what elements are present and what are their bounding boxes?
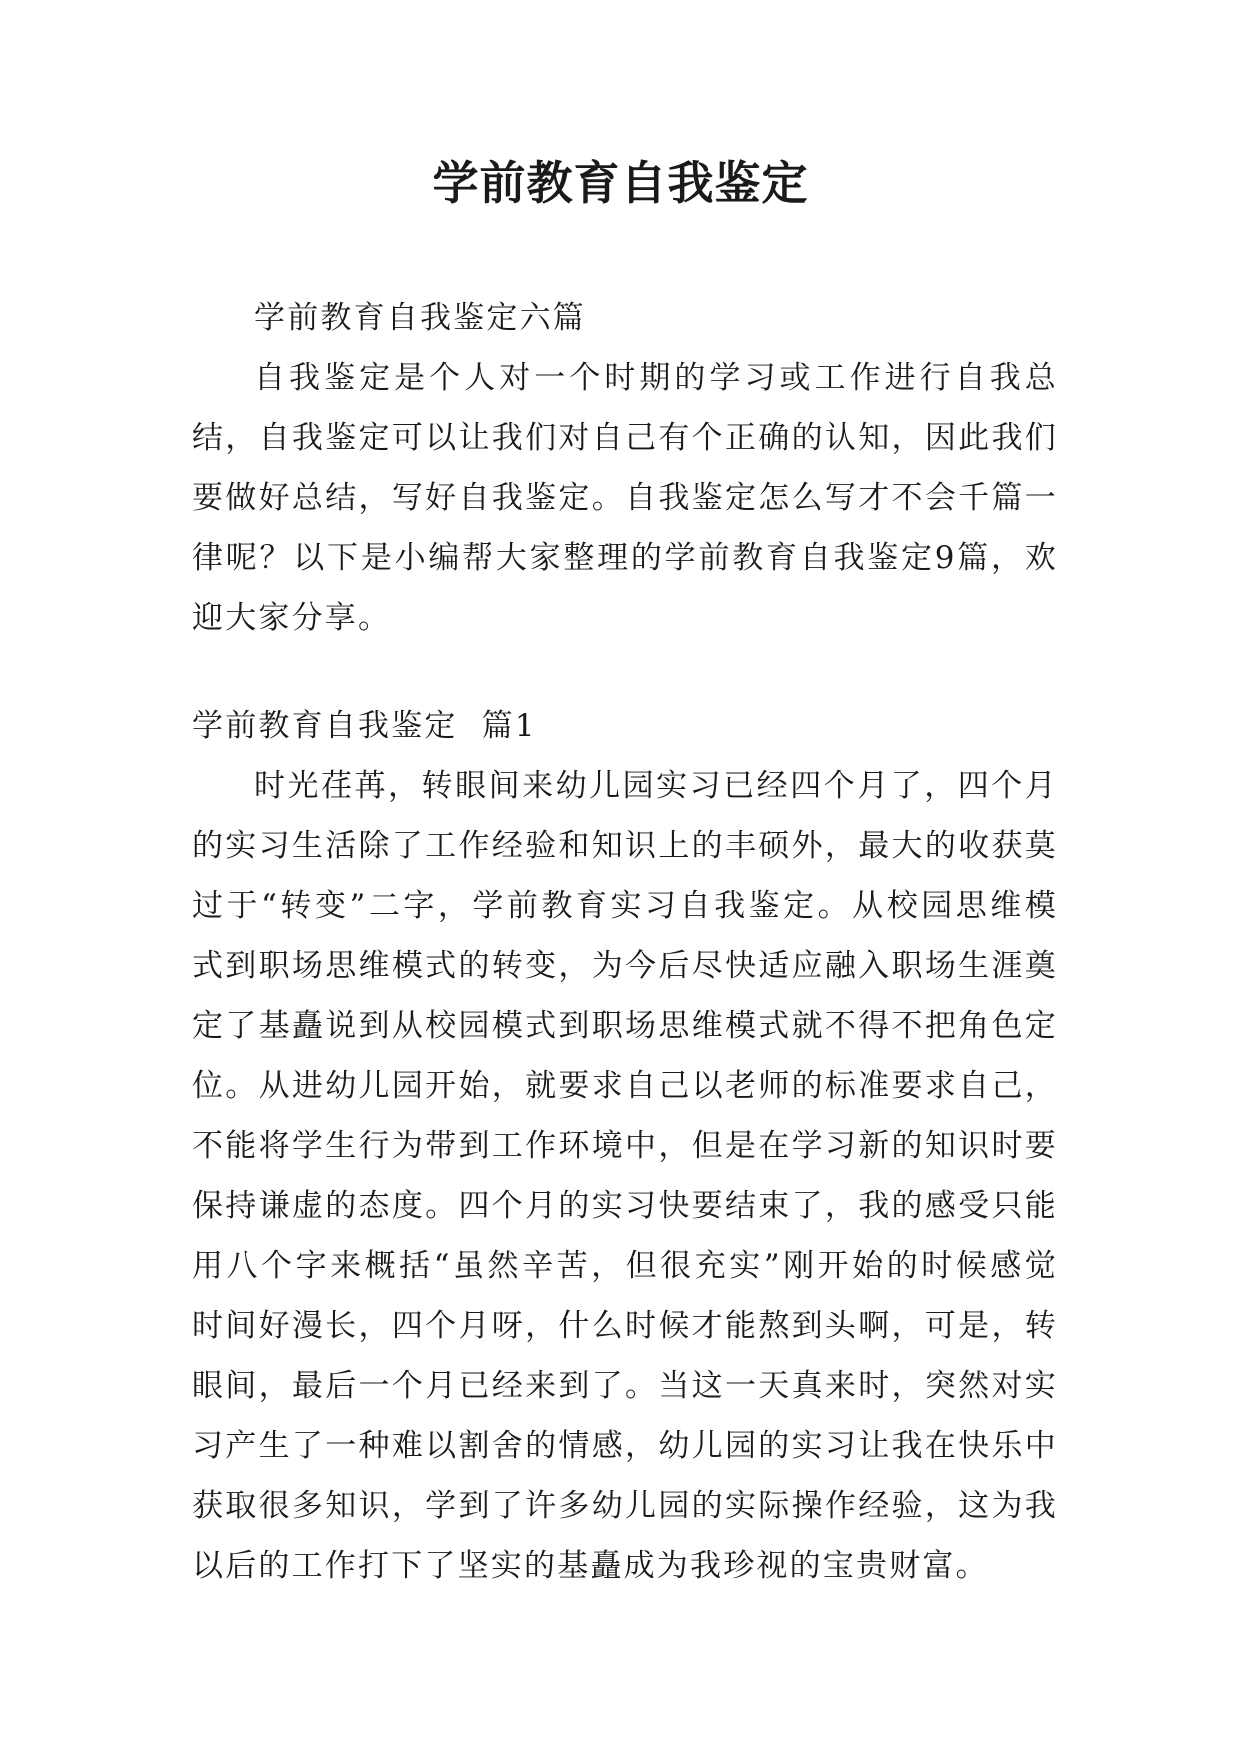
section-heading: 学前教育自我鉴定 篇1 (192, 708, 537, 744)
section-body-paragraph: 时光荏苒，转眼间来幼儿园实习已经四个月了，四个月的实习生活除了工作经验和知识上的丰硕外，最大的收获莫过于“转变”二字，学前教育实习自我鉴定。从校园思维模式到职场思维模式的转变，为今后尽快适应融入职场生涯奠定了基矗说到从校园模式到职场思维模式就不得不把角色定位。从进幼儿园开始，就要求自己以老师的标准要求自己，不能将学生行为带到工作环境中，但是在学习新的知识时要保持谦虚的态度。四个月的实习快要结束了，我的感受只能用八个字来概括“虽然辛苦，但很充实”刚开始的时候感觉时间好漫长，四个月呀，什么时候才能熬到头啊，可是，转眼间，最后一个月已经来到了。当这一天真来时，突然对实习产生了一种难以割舍的情感，幼儿园的实习让我在快乐中获取很多知识，学到了许多幼儿园的实际操作经验，这为我以后的工作打下了坚实的基矗成为我珍视的宝贵财富。 (192, 768, 1058, 1584)
intro-paragraph: 自我鉴定是个人对一个时期的学习或工作进行自我总结，自我鉴定可以让我们对自己有个正确的认知，因此我们要做好总结，写好自我鉴定。自我鉴定怎么写才不会千篇一律呢？以下是小编帮大家整理的学前教育自我鉴定9篇，欢迎大家分享。 (192, 360, 1058, 636)
document-title: 学前教育自我鉴定 (432, 156, 809, 210)
document-subtitle: 学前教育自我鉴定六篇 (254, 300, 586, 336)
